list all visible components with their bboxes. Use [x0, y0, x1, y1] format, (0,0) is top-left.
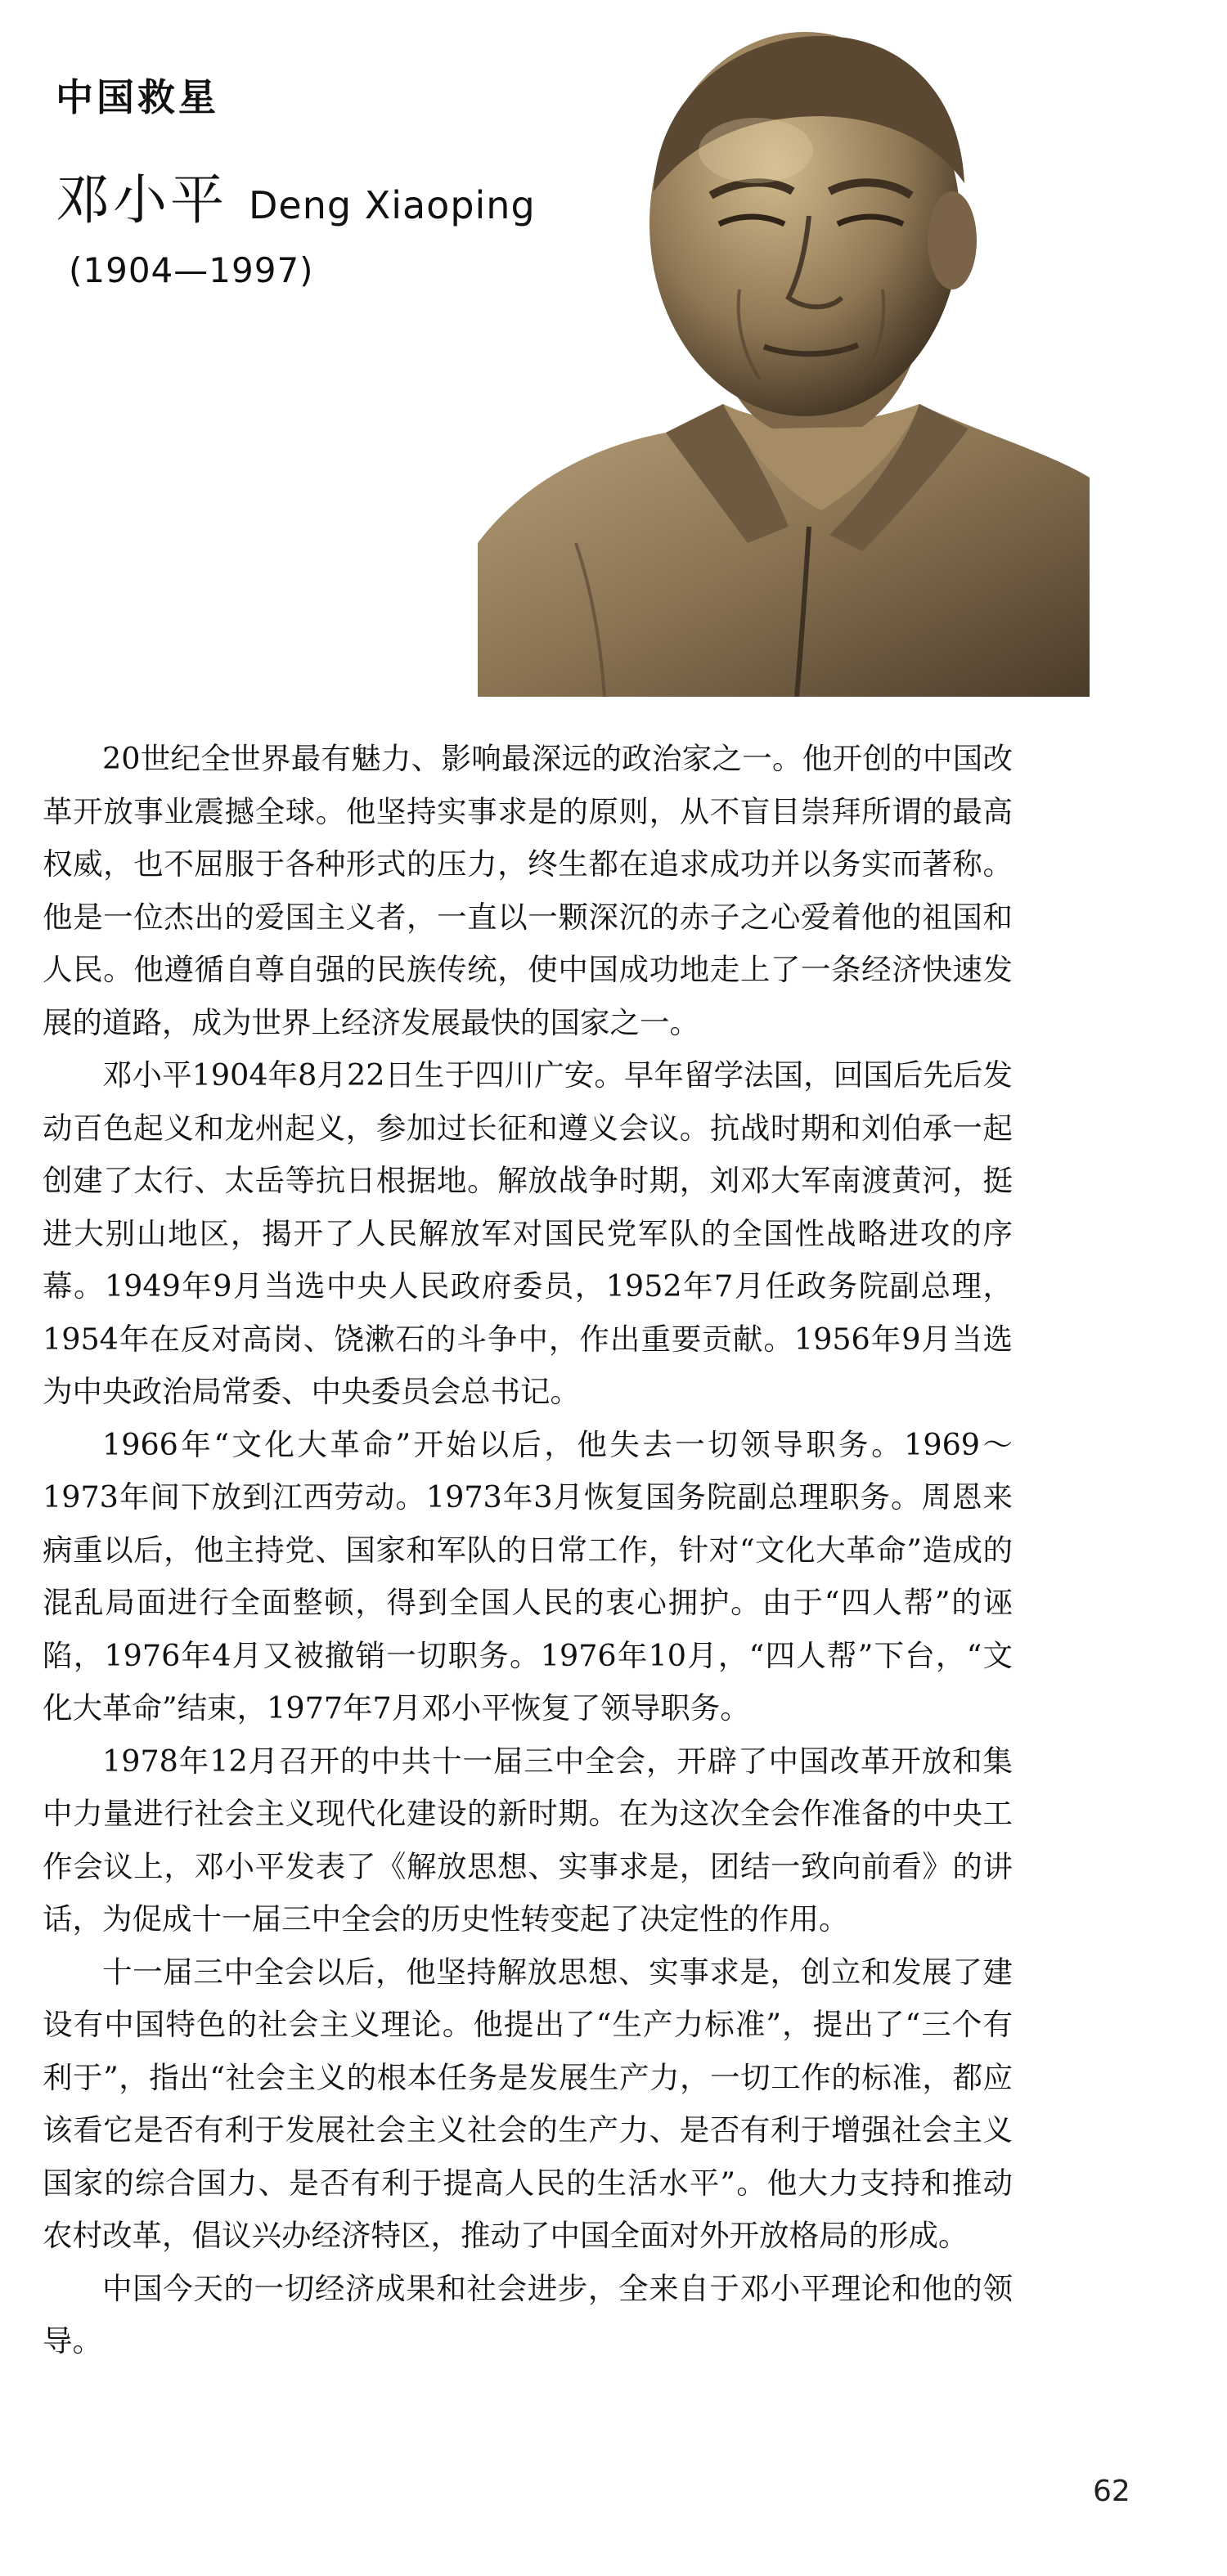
- bust-illustration: [478, 20, 1090, 697]
- paragraph-4: 1978年12月召开的中共十一届三中全会，开辟了中国改革开放和集中力量进行社会主义现代化建设的新时期。在为这次全会作准备的中央工作会议上，邓小平发表了《解放思想、实事求是，团结一致向前看》的讲话，为促成十一届三中全会的历史性转变起了决定性的作用。: [43, 1743, 1013, 1936]
- life-years: (1904—1997): [69, 250, 314, 291]
- paragraph-3: 1966年“文化大革命”开始以后，他失去一切领导职务。1969～1973年间下放到江西劳动。1973年3月恢复国务院副总理职务。周恩来病重以后，他主持党、国家和军队的日常工作，针对“文化大革命”造成的混乱局面进行全面整顿，得到全国人民的衷心拥护。由于“四人帮”的诬陷，1976年4月又被撤销一切职务。1976年10月，“四人帮”下台，“文化大革命”结束，1977年7月邓小平恢复了领导职务。: [43, 1426, 1013, 1726]
- name-english: Deng Xiaoping: [249, 183, 536, 228]
- name-chinese: 邓小平: [56, 168, 227, 232]
- biography-text: [43, 733, 1013, 2368]
- page-number: 62: [1093, 2475, 1130, 2508]
- bronze-bust-image: [478, 20, 1090, 697]
- name-row: [56, 156, 536, 234]
- series-title: 中国救星: [56, 75, 219, 119]
- paragraph-1: 20世纪全世界最有魅力、影响最深远的政治家之一。他开创的中国改革开放事业震撼全球。他坚持实事求是的原则，从不盲目崇拜所谓的最高权威，也不屈服于各种形式的压力，终生都在追求成功并以务实而著称。他是一位杰出的爱国主义者，一直以一颗深沉的赤子之心爱着他的祖国和人民。他遵循自尊自强的民族传统，使中国成功地走上了一条经济快速发展的道路，成为世界上经济发展最快的国家之一。: [43, 741, 1013, 1040]
- header-block: [56, 75, 536, 291]
- paragraph-6: 中国今天的一切经济成果和社会进步，全来自于邓小平理论和他的领导。: [43, 2270, 1013, 2358]
- paragraph-5: 十一届三中全会以后，他坚持解放思想、实事求是，创立和发展了建设有中国特色的社会主义理论。他提出了“生产力标准”，提出了“三个有利于”，指出“社会主义的根本任务是发展生产力，一切工作的标准，都应该看它是否有利于发展社会主义社会的生产力、是否有利于增强社会主义国家的综合国力、是否有利于提高人民的生活水平”。他大力支持和推动农村改革，倡议兴办经济特区，推动了中国全面对外开放格局的形成。: [43, 1954, 1013, 2253]
- paragraph-2: 邓小平1904年8月22日生于四川广安。早年留学法国，回国后先后发动百色起义和龙州起义，参加过长征和遵义会议。抗战时期和刘伯承一起创建了太行、太岳等抗日根据地。解放战争时期，刘邓大军南渡黄河，挺进大别山地区，揭开了人民解放军对国民党军队的全国性战略进攻的序幕。1949年9月当选中央人民政府委员，1952年7月任政务院副总理，1954年在反对高岗、饶漱石的斗争中，作出重要贡献。1956年9月当选为中央政治局常委、中央委员会总书记。: [43, 1057, 1013, 1409]
